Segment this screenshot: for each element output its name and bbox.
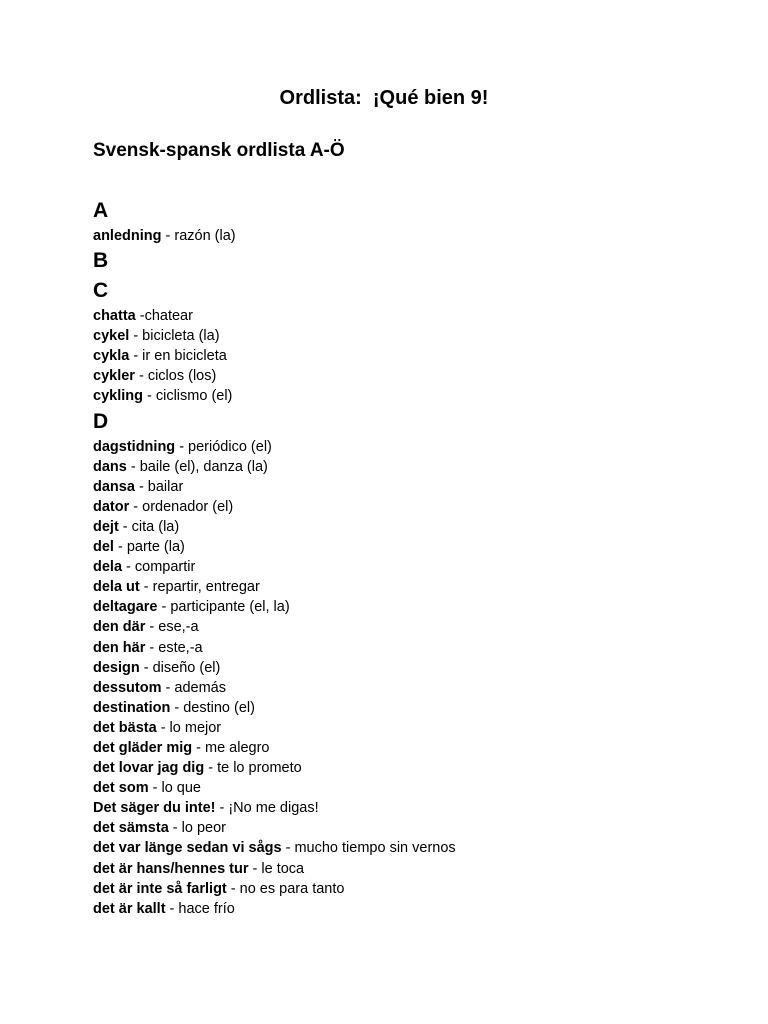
glossary-entry <box>93 386 733 406</box>
entry-term: del <box>93 539 114 556</box>
entry-translation: - bailar <box>134 478 184 495</box>
glossary-entry <box>93 859 733 879</box>
entry-translation: - periódico (el) <box>175 438 272 455</box>
glossary-entry <box>93 457 733 477</box>
entry-translation: - ir en bicicleta <box>129 348 227 365</box>
entry-term: den där <box>93 619 146 636</box>
entry-translation: - compartir <box>122 559 196 576</box>
section-letter-b: B <box>93 249 109 273</box>
entry-translation: - participante (el, la) <box>157 599 290 616</box>
entry-term: det var länge sedan vi sågs <box>93 840 282 857</box>
glossary-entry <box>93 818 733 838</box>
glossary-entry <box>93 346 733 366</box>
glossary-entry <box>93 758 733 778</box>
entry-translation: - bicicleta (la) <box>129 328 220 345</box>
entry-translation: - no es para tanto <box>226 880 345 897</box>
glossary-entry <box>93 226 733 246</box>
glossary-entry <box>93 577 733 597</box>
entry-translation: - le toca <box>248 860 305 877</box>
entry-term: det är inte så farligt <box>93 880 227 897</box>
entry-term: det är kallt <box>93 900 166 917</box>
entry-term: cykla <box>93 348 130 365</box>
entry-translation: - ordenador (el) <box>129 498 234 515</box>
entry-term: cykling <box>93 388 143 405</box>
glossary-entry <box>93 698 733 718</box>
entry-term: deltagare <box>93 599 158 616</box>
entry-term: dans <box>93 458 127 475</box>
entry-term: det bästa <box>93 719 157 736</box>
glossary-entry <box>93 597 733 617</box>
glossary-entry <box>93 658 733 678</box>
entry-translation: - te lo prometo <box>204 760 302 777</box>
glossary-entry <box>93 326 733 346</box>
entry-term: design <box>93 659 140 676</box>
entry-translation: -chatear <box>135 308 193 325</box>
glossary-entry <box>93 718 733 738</box>
entry-term: dejt <box>93 518 119 535</box>
glossary-entry <box>93 638 733 658</box>
document-subtitle: Svensk-spansk ordlista A-Ö <box>93 140 345 161</box>
glossary-entry <box>93 306 733 326</box>
entry-translation: - parte (la) <box>113 539 185 556</box>
entry-translation: - mucho tiempo sin vernos <box>281 840 456 857</box>
glossary-entry <box>93 366 733 386</box>
glossary-entry <box>93 778 733 798</box>
entry-term: dela ut <box>93 579 140 596</box>
entry-term: cykel <box>93 328 130 345</box>
entry-term: cykler <box>93 368 135 385</box>
entry-translation: - me alegro <box>192 739 270 756</box>
glossary-entry <box>93 678 733 698</box>
entry-translation: - lo mejor <box>156 719 222 736</box>
entry-term: det gläder mig <box>93 739 193 756</box>
section-letter-d: D <box>93 409 109 433</box>
entry-term: dessutom <box>93 679 162 696</box>
glossary-entry <box>93 497 733 517</box>
glossary-entry <box>93 738 733 758</box>
entry-translation: - ¡No me digas! <box>215 800 319 817</box>
glossary-entry <box>93 899 733 919</box>
entry-term: anledning <box>93 228 162 244</box>
entry-term: det är hans/hennes tur <box>93 860 249 877</box>
entry-translation: - ciclismo (el) <box>142 388 233 405</box>
entry-term: dela <box>93 559 123 576</box>
glossary-entry <box>93 617 733 637</box>
glossary-entry <box>93 437 733 457</box>
entry-term: chatta <box>93 308 136 325</box>
entry-term: dansa <box>93 478 135 495</box>
entry-translation: - ese,-a <box>145 619 199 636</box>
glossary-entry <box>93 517 733 537</box>
entry-term: dator <box>93 498 130 515</box>
entry-translation: - cita (la) <box>118 518 180 535</box>
entry-term: destination <box>93 699 171 716</box>
entry-term: det som <box>93 780 149 797</box>
entry-term: dagstidning <box>93 438 176 455</box>
entry-translation: - hace frío <box>165 900 235 917</box>
entry-translation: - repartir, entregar <box>139 579 260 596</box>
entry-term: Det säger du inte! <box>93 800 216 817</box>
entry-term: det sämsta <box>93 820 169 837</box>
entry-translation: - diseño (el) <box>139 659 221 676</box>
entry-translation: - lo peor <box>168 820 226 837</box>
section-letter-a: A <box>93 199 109 222</box>
glossary-entries <box>93 196 733 919</box>
glossary-entry <box>93 798 733 818</box>
glossary-entry <box>93 477 733 497</box>
entry-translation: - ciclos (los) <box>134 368 217 385</box>
glossary-entry <box>93 879 733 899</box>
document-title: Ordlista: ¡Qué bien 9! <box>279 87 489 109</box>
section-letter-c: C <box>93 279 109 303</box>
entry-translation: - baile (el), danza (la) <box>126 458 268 475</box>
entry-translation: - este,-a <box>145 639 203 656</box>
entry-term: det lovar jag dig <box>93 760 205 777</box>
glossary-entry <box>93 838 733 858</box>
entry-term: den här <box>93 639 146 656</box>
glossary-entry <box>93 537 733 557</box>
entry-translation: - lo que <box>148 780 201 797</box>
glossary-entry <box>93 557 733 577</box>
entry-translation: - además <box>161 679 226 696</box>
entry-translation: - destino (el) <box>170 699 255 716</box>
entry-translation: - razón (la) <box>161 228 236 244</box>
